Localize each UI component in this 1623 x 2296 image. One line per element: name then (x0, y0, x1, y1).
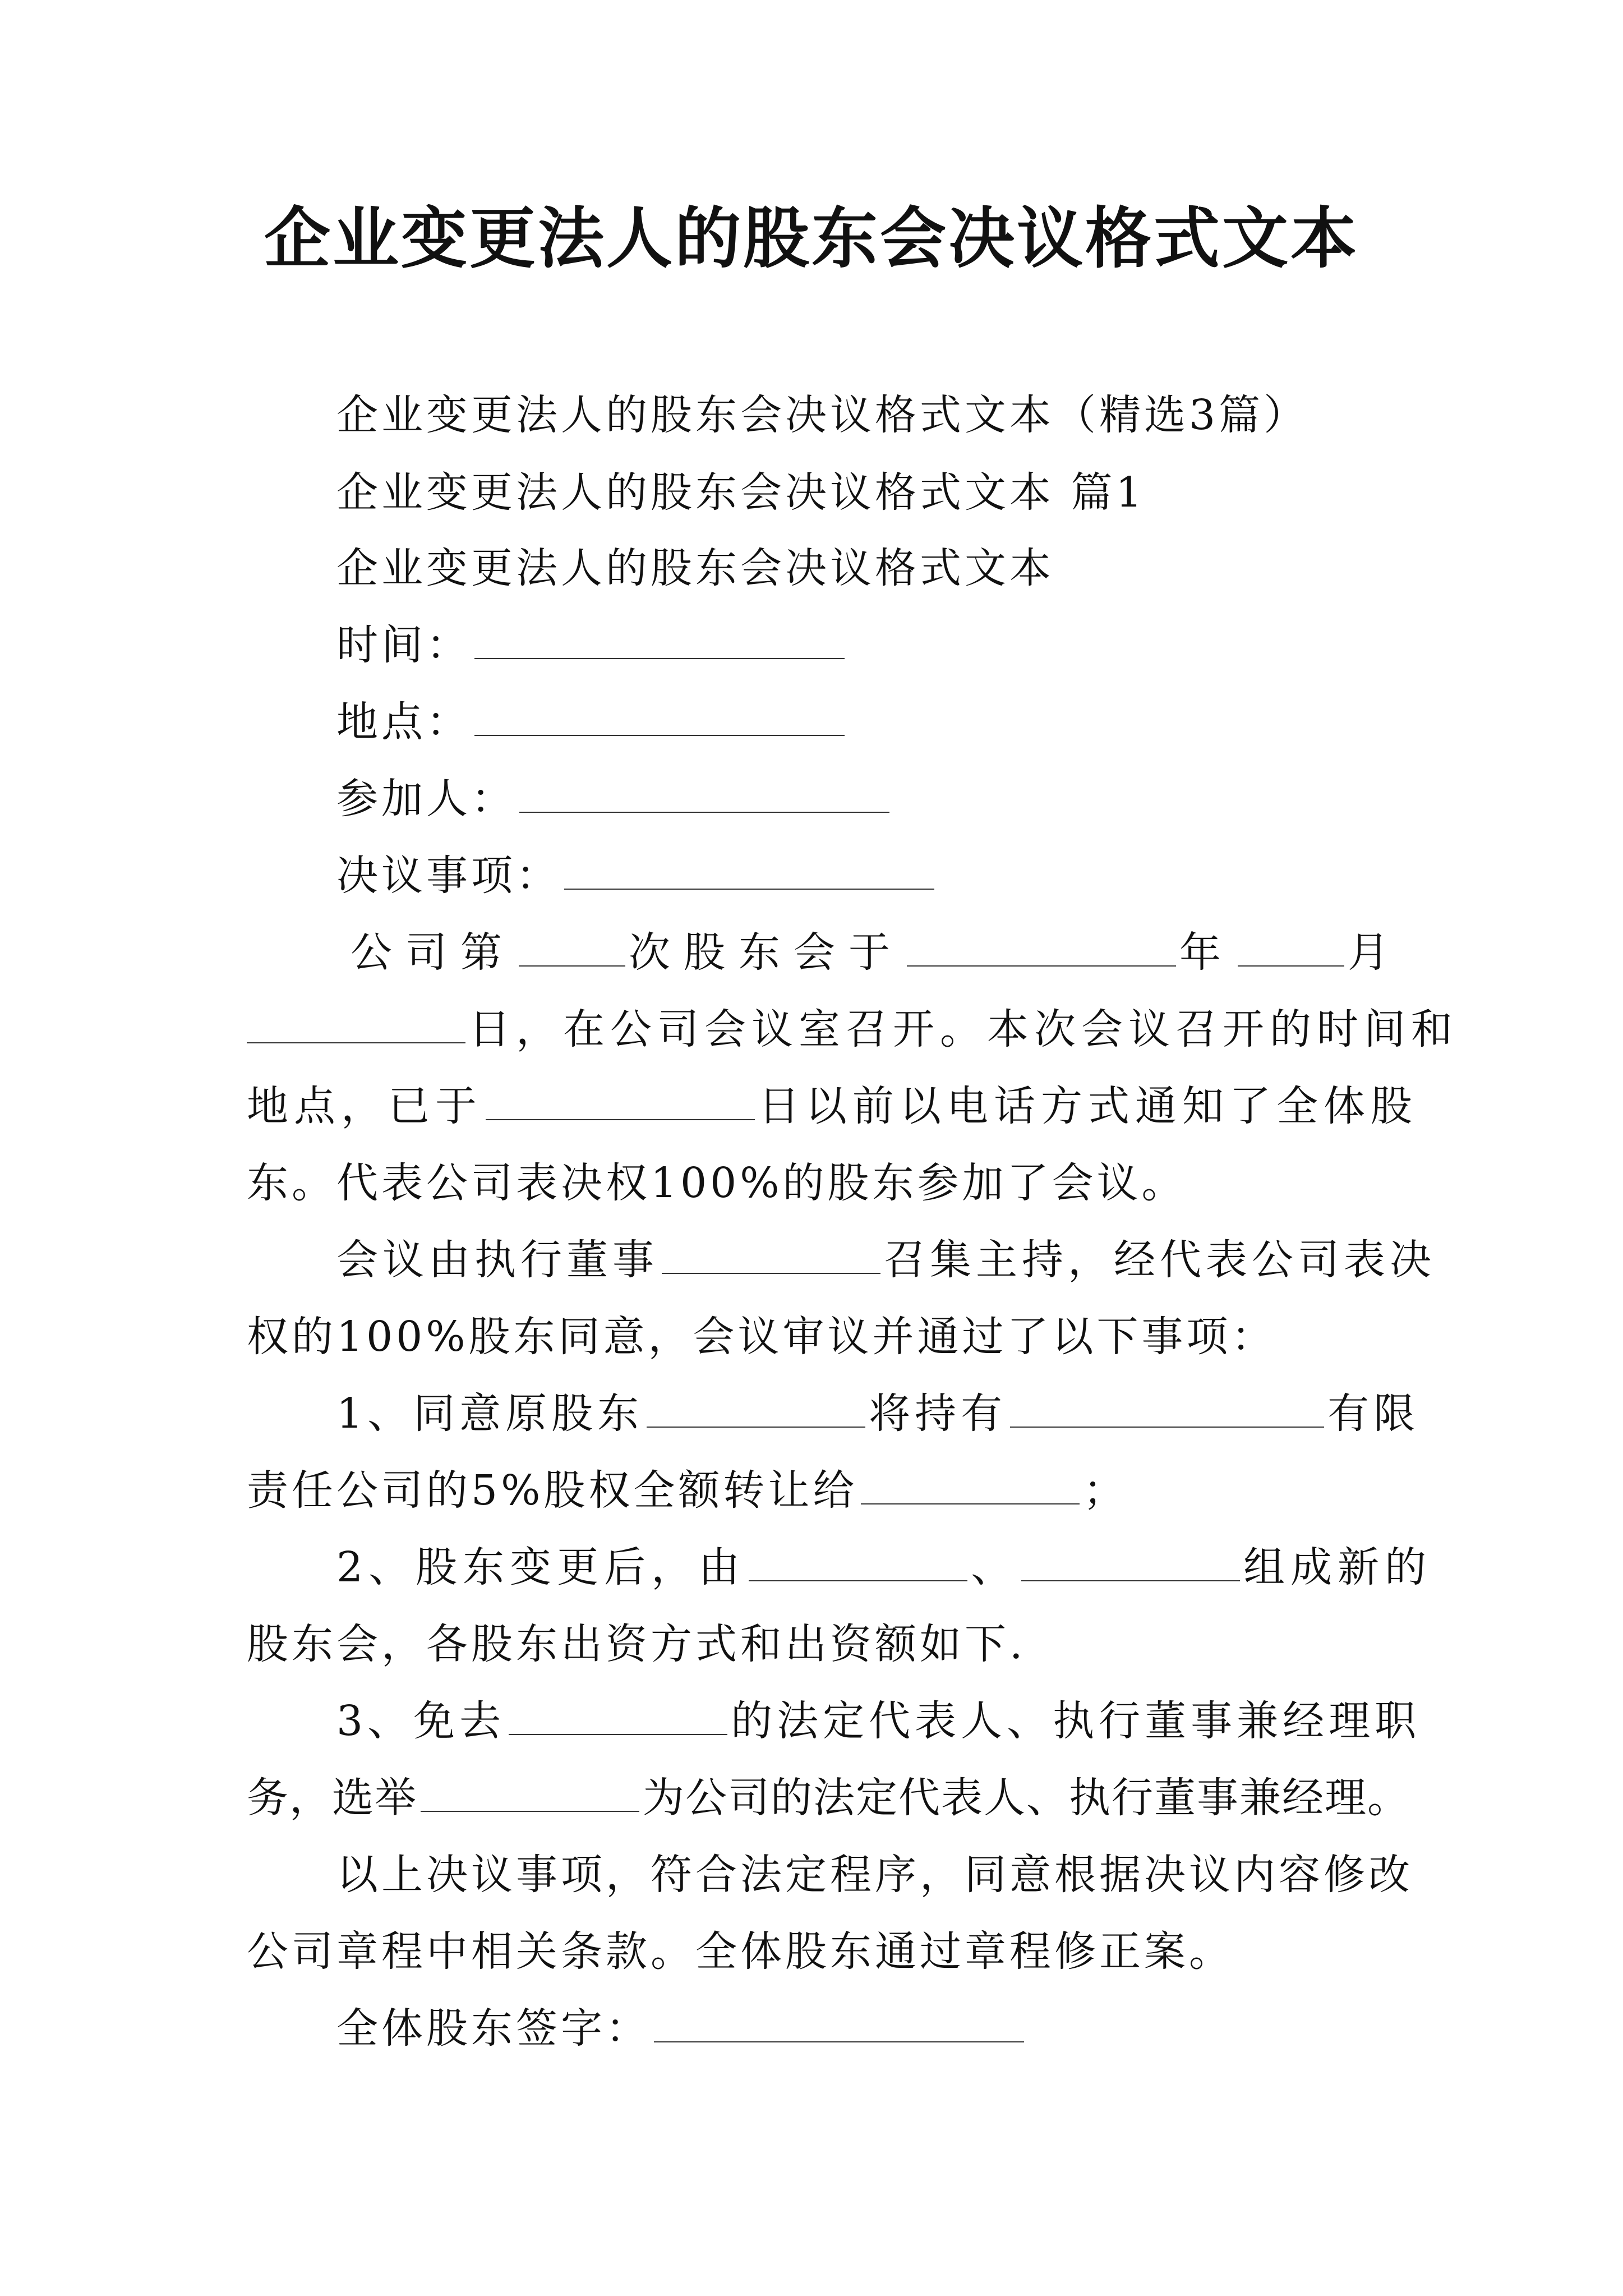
text-span: 日，在公司会议室召开。本次会议召开的时间和 (469, 1005, 1458, 1053)
text-span: ； (1083, 1466, 1128, 1515)
signature-blank (654, 2002, 1024, 2042)
time-line (336, 617, 848, 673)
blank-field (662, 1234, 880, 1274)
subtitle-line: 企业变更法人的股东会决议格式文本（精选3篇） (336, 391, 1309, 439)
attendees-line (336, 771, 893, 827)
text-span: 召集主持，经代表公司表决 (884, 1236, 1436, 1284)
paragraph-line (247, 1001, 1458, 1057)
paragraph-line: 权的100%股东同意，会议审议并通过了以下事项： (247, 1313, 1276, 1361)
text-span: 责任公司的5%股权全额转让给 (247, 1466, 858, 1515)
blank-field (509, 1695, 727, 1735)
paragraph-line: 东。代表公司表决权100%的股东参加了会议。 (247, 1159, 1187, 1207)
text-span: 3、免去 (336, 1697, 506, 1745)
blank-field (749, 1541, 967, 1581)
section-title: 企业变更法人的股东会决议格式文本 (336, 544, 1054, 592)
text-span: 2、股东变更后，由 (336, 1543, 746, 1591)
time-label: 时间： (336, 621, 471, 669)
text-span: 次股东会于 (629, 928, 903, 977)
paragraph-line (336, 1232, 1436, 1288)
text-span: 的法定代表人、执行董事兼经理职 (731, 1697, 1421, 1745)
paragraph-line (247, 1770, 1410, 1826)
text-span: 务，选举 (247, 1774, 417, 1822)
place-line (336, 694, 848, 750)
matters-line (336, 848, 938, 904)
paragraph-line (336, 1539, 1432, 1595)
text-span: 会议由执行董事 (336, 1236, 658, 1284)
signature-label: 全体股东签字： (336, 2004, 651, 2053)
blank-field (907, 926, 1176, 967)
text-span: 月 (1348, 928, 1403, 977)
paragraph-line (336, 1386, 1419, 1442)
text-span: 、 (971, 1543, 1018, 1591)
paragraph-line (247, 1462, 1128, 1519)
paragraph-line (351, 924, 1403, 981)
text-span: 将持有 (869, 1389, 1007, 1438)
place-label: 地点： (336, 698, 471, 746)
text-span: 日以前以电话方式通知了全体股 (758, 1082, 1418, 1130)
blank-field (486, 1080, 755, 1120)
paragraph-line: 以上决议事项，符合法定程序，同意根据决议内容修改 (336, 1851, 1413, 1899)
text-span: 有限 (1327, 1389, 1420, 1438)
paragraph-line (247, 1078, 1418, 1134)
blank-field (421, 1772, 639, 1812)
blank-field (519, 926, 625, 967)
text-span: 地点，已于 (247, 1082, 482, 1130)
time-blank (474, 619, 845, 659)
blank-field (247, 1003, 465, 1043)
paragraph-line (336, 1693, 1421, 1749)
blank-field (1238, 926, 1344, 967)
text-span: 公司第 (351, 928, 515, 977)
text-span: 年 (1179, 928, 1234, 977)
text-span: 组成新的 (1243, 1543, 1432, 1591)
text-span: 1、同意原股东 (336, 1389, 644, 1438)
text-span: 为公司的法定代表人、执行董事兼经理。 (643, 1774, 1410, 1822)
blank-field (1021, 1541, 1240, 1581)
attendees-blank (519, 772, 889, 813)
paragraph-line: 公司章程中相关条款。全体股东通过章程修正案。 (247, 1927, 1234, 1976)
place-blank (474, 696, 845, 736)
paragraph-line: 股东会，各股东出资方式和出资额如下. (247, 1620, 1026, 1668)
blank-field (647, 1387, 865, 1428)
blank-field (1010, 1387, 1324, 1428)
section-heading: 企业变更法人的股东会决议格式文本 篇1 (336, 468, 1146, 517)
blank-field (861, 1464, 1080, 1504)
signature-line (336, 2000, 1027, 2056)
document-title: 企业变更法人的股东会决议格式文本 (264, 199, 1359, 277)
matters-label: 决议事项： (336, 852, 561, 900)
attendees-label: 参加人： (336, 775, 516, 823)
matters-blank (564, 849, 934, 890)
